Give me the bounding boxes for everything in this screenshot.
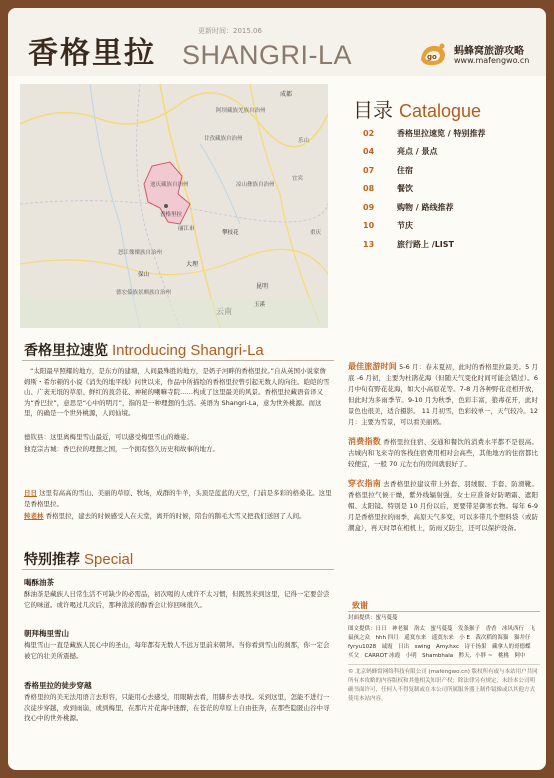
map-label-baoshan: 保山 xyxy=(138,272,150,278)
toc-item-label: 住宿 xyxy=(397,165,413,175)
special-title-en: Special xyxy=(84,551,134,568)
region-map[interactable] xyxy=(20,84,328,328)
night-text: 香格里拉，建去的时候感受人在天堂，离开的时候，陪台的鹅毛大雪又把我们送回了人间。 xyxy=(45,512,306,520)
map-label-panzhihua: 攀枝花 xyxy=(222,230,239,236)
page-frame xyxy=(8,8,546,770)
best-time-block xyxy=(348,361,538,428)
map-label-xining: 宜宾 xyxy=(292,176,304,182)
toc-item-page: 02 xyxy=(363,128,375,138)
toc-item-page: 07 xyxy=(363,165,375,175)
intro-heading xyxy=(24,340,264,360)
map-label-kunming: 昆明 xyxy=(256,283,269,290)
best-time-label: 最佳旅游时间 xyxy=(348,362,397,371)
cost-text: 香格里拉住宿、交通和餐饮的消费水平都不是很高。古城内和飞来寺的客栈住宿费用相对会高些，其他地方的住宿都比较便宜，一般 70 元左右的房间就很好了。 xyxy=(348,438,538,468)
brand-url: www.mafengwo.cn xyxy=(454,56,530,65)
update-date: 更新时间：2015.06 xyxy=(198,27,262,35)
map-label-nujiang: 怒江傈僳族自治州 xyxy=(118,250,163,256)
special-item-title: 朝拜梅里雪山 xyxy=(24,629,69,638)
toc-title-en: Catalogue xyxy=(399,101,482,121)
toc-list xyxy=(363,124,539,254)
cost-block xyxy=(348,436,538,470)
toc-item[interactable] xyxy=(363,124,539,143)
map-label-ganzi: 甘孜藏族自治州 xyxy=(204,136,243,142)
toc-item-page: 04 xyxy=(363,147,375,157)
page-title-cn: 香格里拉 xyxy=(28,36,156,71)
map-label-yunnan: 云南 xyxy=(216,307,232,316)
special-item-title: 香格里拉的徒步穿越 xyxy=(24,681,92,690)
map-label-dehong: 德宏傣族景颇族自治州 xyxy=(116,290,172,296)
thanks-title: 致谢 xyxy=(352,601,368,610)
toc-title-cn: 目录 xyxy=(353,98,393,122)
toc-item-label: 香格里拉速览 / 特别推荐 xyxy=(397,128,486,138)
map-label-liangshan: 凉山彝族自治州 xyxy=(236,182,275,188)
intro-dukezong: 独克宗古城：香巴拉的理想之国，一个拥有悠久历史和故事的地方。 xyxy=(24,445,219,453)
page-header xyxy=(8,8,546,76)
dress-block xyxy=(348,478,538,534)
svg-text:go: go xyxy=(427,53,437,61)
best-time-text: 5-6 月：春末夏初，此时的香格里拉最美。5 月底 -6 月初，主要为杜鹃花海（但随天气变化时间可能会错过）。6 月中旬有野花花海，如大小高原花等。7-8 月各种野花竞相开放，但此时为多雨季节。9-10 月为秋季，色彩丰富，狼毒花开，此时景色也很美，适合摄影。 11 月初雪，色彩较单一，天气较冷。12 月：主要为雪景，可以看美丽鸥。 xyxy=(348,363,539,426)
toc-item-label: 亮点 / 景点 xyxy=(397,147,438,157)
toc-item-label: 节庆 xyxy=(397,221,413,231)
special-heading xyxy=(24,549,133,569)
divider xyxy=(22,360,334,361)
thanks-cover: 封面提供：蜜马蔓蔓 xyxy=(348,615,398,621)
day-text: 这里有高高的雪山、美丽的草原、牧场，成群的牛羊，头顶是蓝蓝的天空，门前是多彩的格桑花。这里是香格里拉。 xyxy=(24,489,332,508)
map-label-diqing: 迪庆藏族自治州 xyxy=(150,182,189,188)
special-item-title: 喝酥油茶 xyxy=(24,578,54,587)
map-label-yuxi: 玉溪 xyxy=(254,302,266,308)
dress-text: 去香格里拉建议带上外套、羽绒服、手套、防滑靴。香格里拉气候干燥，紫外线辐射强，女士应准备好防晒霜、遮阳帽、太阳镜。特别是 10 月份以后，更要带足御寒衣物。每年 6-9 月是香格里拉的雨季，高原天气多变，可以多带几个塑料袋（或防潮盒），再天时罩在相机上，防雨又防尘，还可以保护设备。 xyxy=(348,480,538,532)
map-label-chongqing: 重庆 xyxy=(310,230,322,236)
toc-item-page: 08 xyxy=(363,184,375,194)
map-label-aba: 阿坝藏族羌族自治州 xyxy=(216,108,266,114)
toc-item-label: 旅行路上 /LIST xyxy=(397,239,454,249)
page-title-en: SHANGRI-LA xyxy=(182,40,353,70)
info-sidebar xyxy=(348,361,538,542)
mafengwo-logo-icon xyxy=(418,40,448,68)
intro-night xyxy=(24,511,332,522)
dress-label: 穿衣指南 xyxy=(348,479,381,488)
cost-label: 消费指数 xyxy=(348,437,381,446)
special-title-cn: 特别推荐 xyxy=(24,552,80,568)
thanks-box xyxy=(348,611,540,751)
night-tag: 转老林 xyxy=(24,512,44,520)
toc-item[interactable] xyxy=(363,198,539,217)
toc-title xyxy=(353,94,481,123)
toc-item-page: 13 xyxy=(363,239,375,249)
toc-item[interactable] xyxy=(363,143,539,162)
brand-name: 蚂蜂窝旅游攻略 xyxy=(454,46,524,57)
special-item-text: 香格里拉的美无法用语言去形容，只能用心去感受，用眼睛去看，用脚步去寻找。采到这里，怎能不进行一次徒步穿越，或到雨崩，或到梅里，在那片片花海中迷醉，在苍茫的草原上自由狂奔，在那些隐匿山谷中寻找心中的世外桃源。 xyxy=(24,693,330,722)
thanks-contributors: 图文提供：日日 神老猫 洛太 蜜马蔓蔓 发条猴子 香香 冰风西行 飞鼠孩之众 hhh 四月 遥寞东来 遥寞东来 小 E 裁次稻的海猫 猫井仔 fyryu1028 诚霞 日出 swing Amy.hxc 诗千扬果 藏拿人的哥德蝶 买父 CARROT 冰霞 小明 Shambhala 黔天、小胖 ~ 桃桃 阿中 xyxy=(348,626,536,659)
toc-item-label: 购物 / 路线推荐 xyxy=(397,202,454,212)
divider xyxy=(22,569,334,570)
map-label-chengdu: 成都 xyxy=(280,91,293,98)
copyright-notice: © 北京蚂蜂窝网络科技有限公司 (mafengwo.cn) 版权所有或与本站用户共同所有本攻略的内容版权和其他相关知识产权；除法律另有规定，未经本公司明确书面许可，任何人不得复制或在本公司所属服务器上制作镜像或以其他方式使用本站内容。 xyxy=(348,664,540,704)
map-label-lijiang: 丽江市 xyxy=(178,226,195,232)
intro-paragraph: “太阳最早照耀的地方，是东方的建塘，人间最殊胜的地方，是奶子河畔的香格里拉。”自从英国小说家詹姆斯・希尔顿的小说《消失的地平线》问世以来，作品中所描绘的香格里拉曾引起无数人的向往。皑皑的雪山、广袤无垠的草原、鲜红的莨菪花、神秘的喇嘛寺院……构成了这里最美的风景。香格里拉藏语音译又为“香巴拉”，意思是“心中的明月”，指的是一种理想的生活。英语为 Shangri-La，意为世外桃源。而这里，的确是一个世外桃源，人间仙境。 xyxy=(24,367,330,417)
map-label-leshan: 乐山 xyxy=(298,138,310,144)
toc-item[interactable] xyxy=(363,235,539,254)
special-item-text: 酥油茶是藏族人日常生活不可缺少的必需品，初次喝的人或许不太习惯，但既然来到这里，记得一定要尝尝它的味道。或许喝过几次后，那种浓浓的醇香会让你回味很久。 xyxy=(24,590,330,609)
day-tag: 日日 xyxy=(24,489,37,497)
toc-item[interactable] xyxy=(363,217,539,236)
toc-item[interactable] xyxy=(363,180,539,199)
toc-item[interactable] xyxy=(363,161,539,180)
intro-deqin: 德钦县：这里离梅里雪山最近，可以感受梅里雪山的雄姿。 xyxy=(24,433,193,441)
intro-day xyxy=(24,488,332,509)
map-label-dali: 大理 xyxy=(186,261,199,268)
toc-item-page: 09 xyxy=(363,202,375,212)
special-item-text: 梅里雪山一直是藏族人民心中的圣山，每年都有无数人不远万里前来朝拜。当你看到雪山的刹那，你一定会被它的壮美所震撼。 xyxy=(24,641,330,660)
toc-item-page: 10 xyxy=(363,221,375,231)
intro-title-en: Introducing Shangri-La xyxy=(112,342,264,359)
toc-item-label: 餐饮 xyxy=(397,184,413,194)
map-label-xiangeli: 香格里拉 xyxy=(160,212,183,218)
intro-title-cn: 香格里拉速览 xyxy=(24,343,108,359)
